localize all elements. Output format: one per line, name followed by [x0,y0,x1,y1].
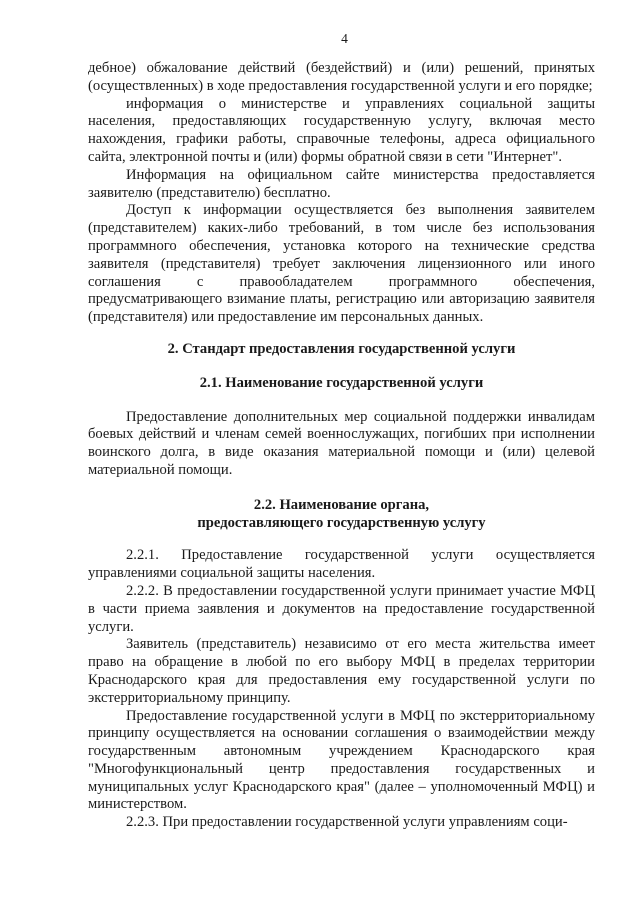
page-number: 4 [341,31,348,46]
paragraph-2-2-3: 2.2.3. При предоставлении государственной услуги управлениям соци- [126,814,568,831]
paragraph-ministry-info: информация о министерстве и управлениях социальной защиты населения, предоставляющих государственную услугу, включая место нахождения, графики работы, справочные телефоны, адреса официального сайта, электронной почты и (или) формы обратной связи в сети "Интернет". [88,95,595,165]
paragraph-applicant-right: Заявитель (представитель) независимо от его места жительства имеет право на обращение в любой по его выбору МФЦ в пределах территории Краснодарского края для предоставления ему государственной услуги по экстерриториальному принципу. [88,636,595,706]
section-2-2-heading-line2: предоставляющего государственную услугу [197,514,486,531]
paragraph-appeal-procedure: дебное) обжалование действий (бездействий) и (или) решений, принятых (осуществленных) в ходе предоставления государственной услуги и его порядке; [88,60,595,94]
section-2-1-heading: 2.1. Наименование государственной услуги [199,374,484,391]
section-2-2-heading-line1: 2.2. Наименование органа, [253,496,430,513]
paragraph-access-info: Доступ к информации осуществляется без выполнения заявителем (представителем) каких-либо требований, в том числе без использования программного обеспечения, установка которого на технические средства заявителя (представителя) требует заключения лицензионного или иного соглашения с правообладателем программного обеспечения, предусматривающего взимание платы, регистрацию или авторизацию заявителя (представителя) или предоставление им персональных данных. [88,202,595,326]
paragraph-service-name: Предоставление дополнительных мер социальной поддержки инвалидам боевых действий и членам семей военнослужащих, погибших при исполнении воинского долга, в виде оказания материальной помощи и (или) целевой материальной помощи. [88,408,595,478]
paragraph-2-2-1: 2.2.1. Предоставление государственной услуги осуществляется управлениями социальной защиты населения. [88,547,595,582]
paragraph-2-2-2: 2.2.2. В предоставлении государственной услуги принимает участие МФЦ в части приема заявления и документов на предоставление государственной услуги. [88,582,595,635]
section-2-2-heading [88,497,595,533]
paragraph-free-info: Информация на официальном сайте министерства предоставляется заявителю (представителю) бесплатно. [88,166,595,201]
paragraph-extraterritorial: Предоставление государственной услуги в МФЦ по экстерриториальному принципу осуществляется на основании соглашения о взаимодействии между государственным автономным учреждением Краснодарского края "Многофункциональный центр предоставления государственных и муниципальных услуг Краснодарского края" (далее – уполномоченный МФЦ) и министерством. [88,707,595,813]
section-2-heading: 2. Стандарт предоставления государственной услуги [167,340,516,357]
